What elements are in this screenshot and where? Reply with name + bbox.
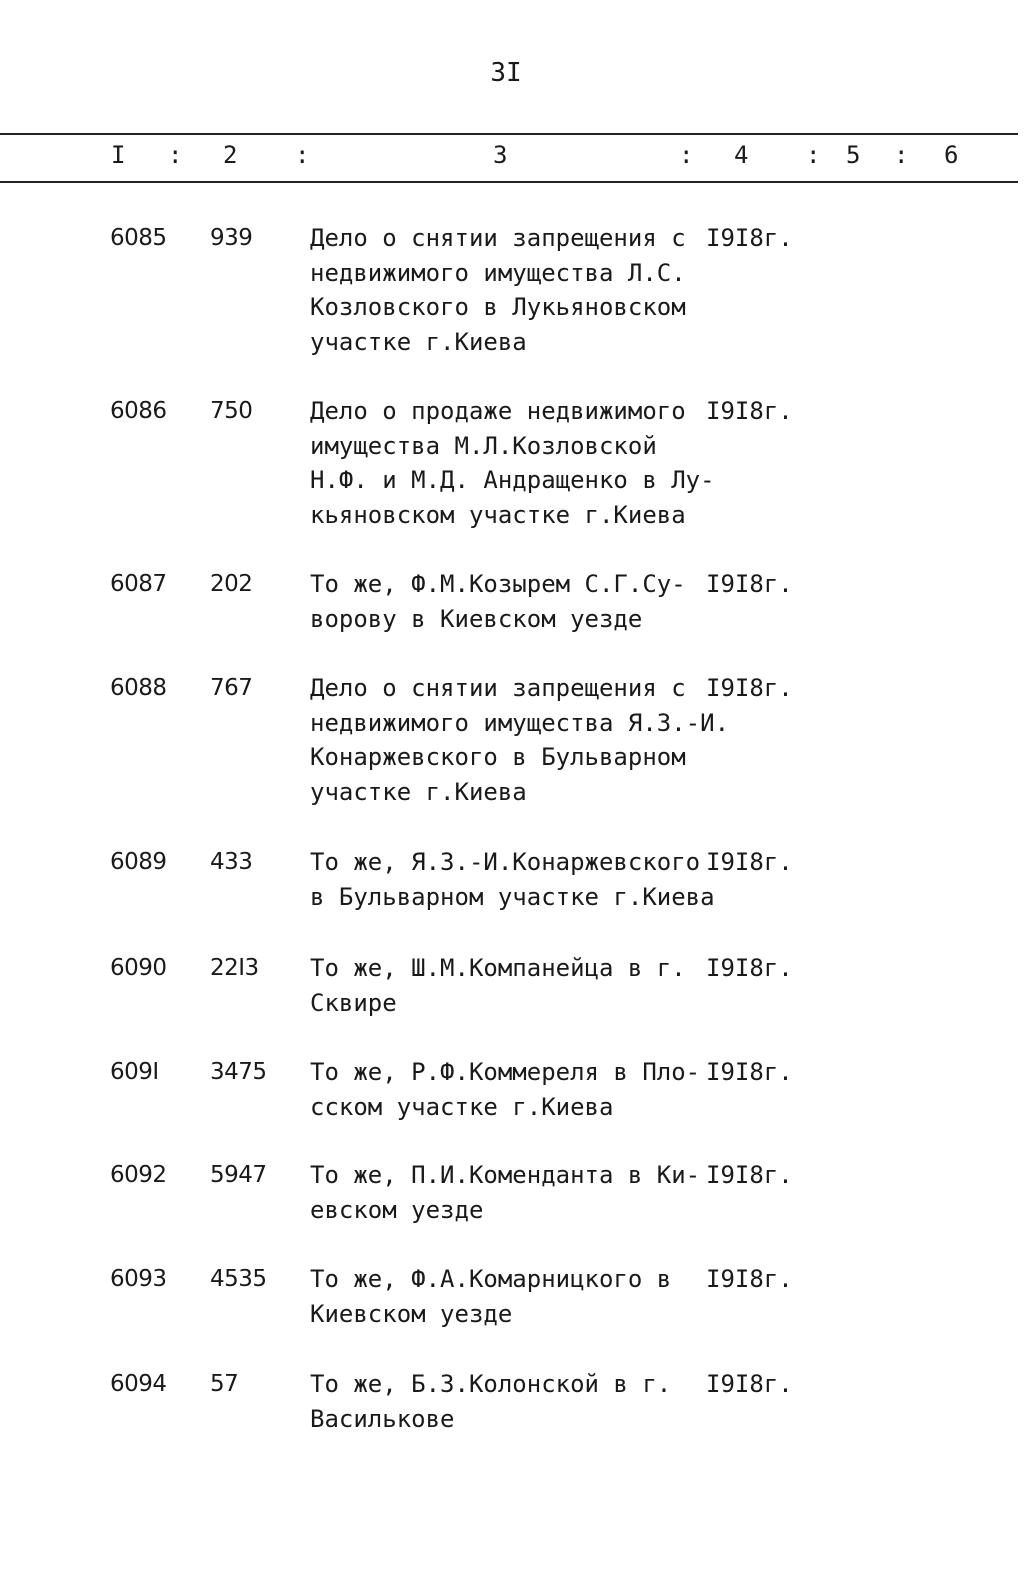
row-year: I9I8г. [706,570,793,598]
row-description [310,1055,710,1124]
row-description [310,1367,710,1436]
row-id: 6092 [110,1162,167,1188]
row-number: 939 [210,225,253,251]
row-description [310,1262,710,1331]
row-year: I9I8г. [706,848,793,876]
description-line: Дело о снятии запрещения с [310,224,686,252]
description-line: евском уезде [310,1195,484,1224]
row-description [310,567,710,636]
column-separator: : [806,141,821,169]
row-description [310,394,715,532]
description-line: сском участке г.Киева [310,1092,614,1121]
row-year: I9I8г. [706,674,793,702]
row-number: 4535 [210,1266,267,1292]
description-line: Василькове [310,1404,455,1433]
row-description [310,221,710,359]
row-year: I9I8г. [706,1370,793,1398]
row-number: 3475 [210,1059,267,1085]
description-line: То же, Ф.М.Козырем С.Г.Су- [310,570,686,598]
row-number: 750 [210,398,253,424]
row-number: 767 [210,675,253,701]
row-year: I9I8г. [706,224,793,252]
row-description [310,951,710,1020]
column-header-2: 2 [223,141,238,169]
row-id: 609I [110,1059,159,1085]
column-separator: : [894,141,909,169]
description-line: кьяновском участке г.Киева [310,500,686,529]
row-description [310,671,730,809]
description-line: То же, Б.З.Колонской в г. [310,1370,672,1398]
description-line: Сквире [310,988,397,1017]
description-line: То же, Ф.А.Комарницкого в [310,1265,672,1293]
description-line: участке г.Киева [310,327,527,356]
row-id: 6093 [110,1266,167,1292]
row-id: 6094 [110,1371,167,1397]
row-year: I9I8г. [706,954,793,982]
row-id: 6088 [110,675,167,701]
description-line: То же, П.И.Коменданта в Ки- [310,1161,701,1189]
row-id: 6087 [110,571,167,597]
description-line: То же, Ш.М.Компанейца в г. [310,954,686,982]
row-id: 6085 [110,225,167,251]
description-line: недвижимого имущества Я.З.-И. [310,708,730,737]
row-number: 57 [210,1371,239,1397]
row-id: 6090 [110,955,167,981]
description-line: Дело о снятии запрещения с [310,674,686,702]
row-number: 202 [210,571,253,597]
page-number: 3I [490,58,522,88]
description-line: участке г.Киева [310,777,527,806]
description-line: ворову в Киевском уезде [310,604,643,633]
column-header-1: I [111,141,126,169]
row-id: 6089 [110,849,167,875]
column-header-5: 5 [846,141,861,169]
row-year: I9I8г. [706,1058,793,1086]
description-line: То же, Р.Ф.Коммереля в Пло- [310,1058,701,1086]
row-number: 22I3 [210,955,259,981]
row-id: 6086 [110,398,167,424]
header-rule-top [0,133,1018,135]
description-line: Конаржевского в Бульварном [310,743,686,771]
description-line: То же, Я.З.-И.Конаржевского [310,848,701,876]
description-line: Киевском уезде [310,1299,513,1328]
description-line: имущества М.Л.Козловской [310,431,657,460]
column-header-4: 4 [734,141,749,169]
column-separator: : [679,141,694,169]
description-line: в Бульварном участке г.Киева [310,882,715,911]
description-line: Н.Ф. и М.Д. Андращенко в Лу- [310,466,715,494]
description-line: недвижимого имущества Л.С. [310,258,686,287]
description-line: Козловского в Лукьяновском [310,293,686,321]
row-year: I9I8г. [706,1265,793,1293]
row-description [310,1158,710,1227]
row-year: I9I8г. [706,397,793,425]
column-header-6: 6 [944,141,959,169]
row-description [310,845,715,914]
row-number: 433 [210,849,253,875]
header-rule-bottom [0,181,1018,183]
row-year: I9I8г. [706,1161,793,1189]
row-number: 5947 [210,1162,267,1188]
column-separator: : [295,141,310,169]
description-line: Дело о продаже недвижимого [310,397,686,425]
column-separator: : [168,141,183,169]
column-header-3: 3 [493,141,508,169]
